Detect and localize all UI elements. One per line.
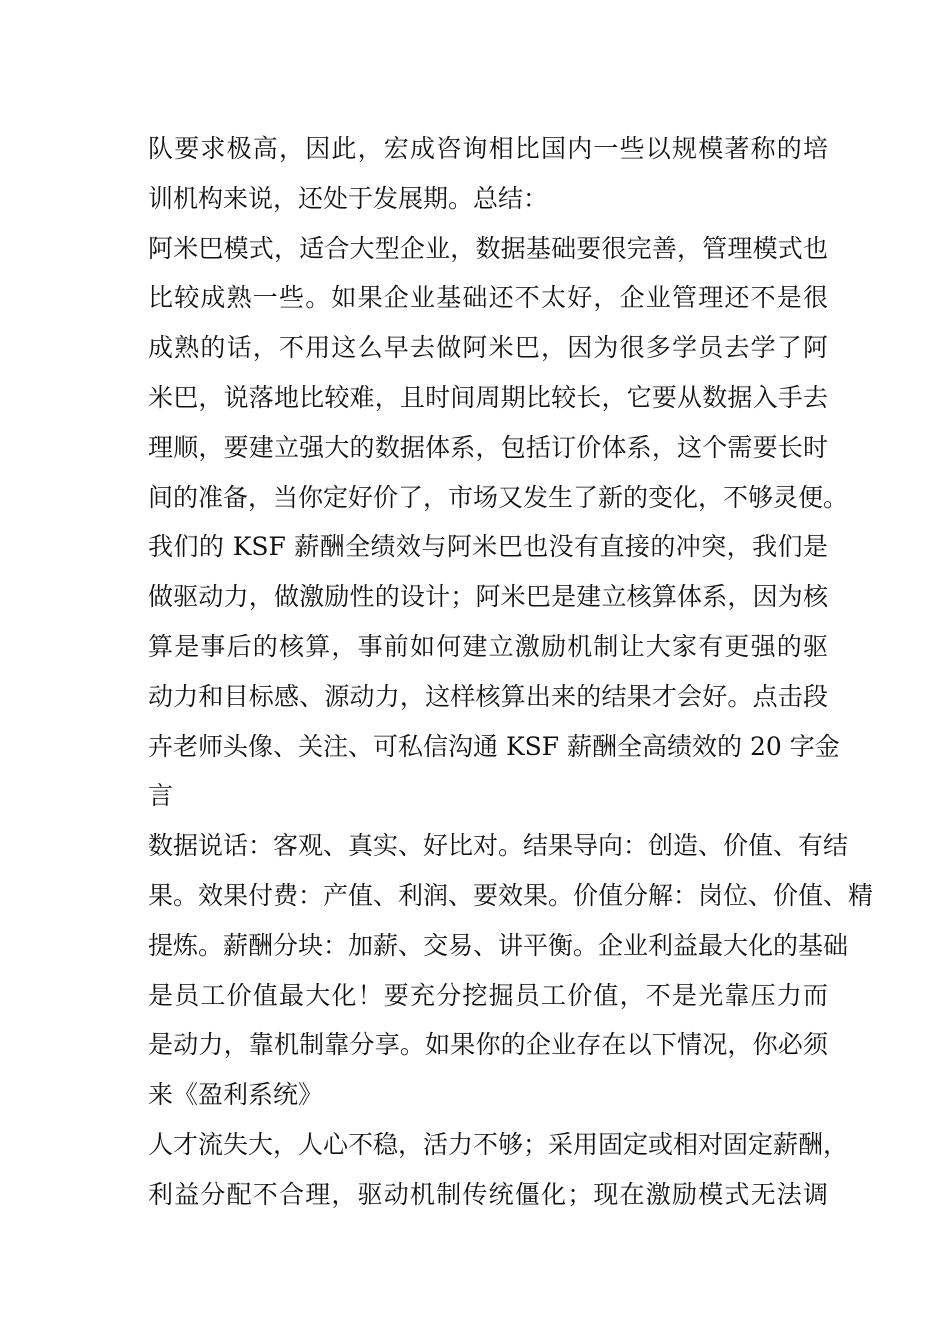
body-text [148,124,874,1220]
text-line: 队要求极高，因此，宏成咨询相比国内一些以规模著称的培 [148,134,828,163]
text-line: 来《盈利系统》 [148,1080,324,1110]
text-line: 米巴，说落地比较难，且时间周期比较长，它要从数据入手去 [148,382,828,412]
text-line: 比较成熟一些。如果企业基础还不太好，企业管理还不是很 [148,283,828,313]
text-line: 阿米巴模式，适合大型企业，数据基础要很完善，管理模式也 [148,233,828,263]
text-line: 数据说话：客观、真实、好比对。结果导向：创造、价值、有结 [148,831,849,861]
text-line: 训机构来说，还处于发展期。总结： [148,183,549,213]
text-line: 是员工价值最大化！要充分挖掘员工价值，不是光靠压力而 [148,980,828,1010]
text-line: 人才流失大，人心不稳，活力不够；采用固定或相对固定薪酬， [148,1129,849,1159]
text-line: 做驱动力，做激励性的设计；阿米巴是建立核算体系，因为核 [148,582,828,612]
text-line: 我们的 KSF 薪酬全绩效与阿米巴也没有直接的冲突，我们是 [148,532,828,562]
text-line: 算是事后的核算，事前如何建立激励机制让大家有更强的驱 [148,631,828,661]
text-line: 果。效果付费：产值、利润、要效果。价值分解：岗位、价值、精 [148,880,874,910]
text-line: 提炼。薪酬分块：加薪、交易、讲平衡。企业利益最大化的基础 [148,930,849,960]
text-line: 动力和目标感、源动力，这样核算出来的结果才会好。点击段 [148,681,828,711]
text-line: 卉老师头像、关注、可私信沟通 KSF 薪酬全高绩效的 20 字金 [148,731,840,761]
text-line: 间的准备，当你定好价了，市场又发生了新的变化，不够灵便。 [148,482,849,512]
text-line: 利益分配不合理，驱动机制传统僵化；现在激励模式无法调 [148,1179,828,1209]
text-line: 是动力，靠机制靠分享。如果你的企业存在以下情况，你必须 [148,1030,828,1060]
text-line: 言 [148,781,174,811]
text-line: 理顺，要建立强大的数据体系，包括订价体系，这个需要长时 [148,432,828,462]
text-line: 成熟的话，不用这么早去做阿米巴，因为很多学员去学了阿 [148,333,828,363]
